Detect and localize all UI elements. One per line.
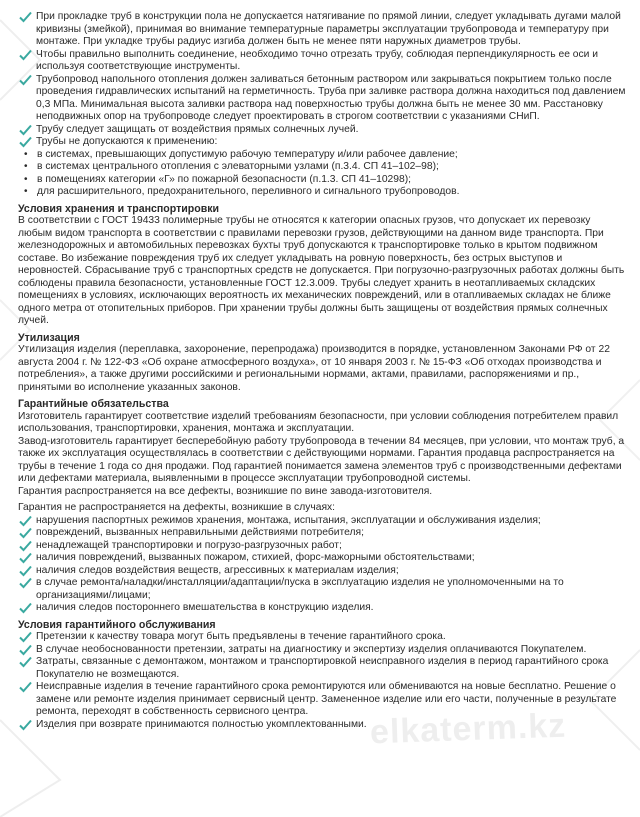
list-item: [18, 644, 626, 657]
bullet-icon: •: [24, 186, 28, 197]
section-heading-storage: Условия хранения и транспортировки: [18, 202, 220, 215]
checkmark-icon: [19, 656, 32, 668]
list-item-text: Неисправные изделия в течение гарантийного срока ремонтируются или обмениваются на новые бесплатно. Решение о замене или ремонте изделия принимает сервисный центр. Замененное изделие или его части, полученные в результате ремонта, переходят в собственность сервисного центра.: [36, 681, 617, 717]
list-item: [18, 631, 626, 644]
list-item-text: в случае ремонта/наладки/инсталляции/адаптации/пуска в эксплуатацию изделия не уполномоченными на то организациями/лицами;: [36, 577, 564, 601]
sublist-item: [18, 174, 626, 187]
list-item-text: Трубу следует защищать от воздействия прямых солнечных лучей.: [36, 123, 359, 135]
list-item-text: повреждений, вызванных неправильными действиями потребителя;: [36, 527, 364, 538]
sublist-item-text: в системах центрального отопления с элеваторными узлами (п.3.4. СП 41–102–98);: [37, 161, 439, 172]
warranty-paragraph: Изготовитель гарантирует соответствие изделий требованиям безопасности, при условии соблюдения потребителем правил использования, транспортировки, хранения, монтажа и эксплуатации.: [18, 410, 619, 434]
checkmark-icon: [19, 540, 32, 552]
checkmark-icon: [19, 565, 32, 577]
sublist-item-text: для расширительного, предохранительного, переливного и сигнального трубопроводов.: [37, 186, 460, 197]
bullet-icon: •: [24, 161, 28, 172]
checkmark-icon: [19, 515, 32, 527]
section-heading-warranty: Гарантийные обязательства: [18, 398, 169, 410]
list-item: [18, 74, 626, 124]
list-item: [18, 49, 626, 74]
list-item: [18, 565, 626, 578]
checkmark-icon: [19, 644, 32, 656]
list-item: [18, 577, 626, 602]
list-item-text: наличия следов постороннего вмешательства в конструкцию изделия.: [36, 602, 374, 613]
list-item: [18, 11, 626, 49]
checkmark-icon: [19, 681, 32, 693]
list-item: [18, 124, 626, 137]
list-item: [18, 136, 626, 149]
checkmark-icon: [19, 527, 32, 539]
checkmark-icon: [19, 124, 32, 136]
list-item: [18, 719, 626, 732]
bullet-icon: •: [24, 173, 28, 185]
sublist-item: [18, 161, 626, 174]
sublist-item-text: в помещениях категории «Г» по пожарной безопасности (п.1.3. СП 41–10298);: [37, 173, 412, 185]
list-item-text: Трубы не допускаются к применению:: [36, 136, 218, 147]
list-item-text: ненадлежащей транспортировки и погрузо-разгрузочных работ;: [36, 539, 342, 551]
checkmark-icon: [19, 49, 32, 61]
list-item-text: Претензии к качеству товара могут быть предъявлены в течение гарантийного срока.: [36, 631, 446, 642]
list-item-text: наличия следов воздействия веществ, агрессивных к материалам изделия;: [36, 564, 399, 576]
bullet-icon: •: [24, 148, 28, 160]
list-item-text: Затраты, связанные с демонтажом, монтажом и транспортировкой неисправного изделия в период гарантийного срока Покупателю не возмещаются.: [36, 656, 609, 680]
warranty-paragraph: Гарантия распространяется на все дефекты, возникшие по вине завода-изготовителя.: [18, 485, 433, 497]
list-item: [18, 681, 626, 719]
list-item-text: При прокладке труб в конструкции пола не допускается натягивание по прямой линии, следует укладывать дугами малой кривизны (змейкой), принимая во внимание температурные параметры эксплуатации трубопровода и температуру при монтаже. При укладке трубы радиус изгиба должен быть не менее пяти наружных диаметров трубы.: [36, 11, 621, 47]
sublist-item: [18, 149, 626, 162]
sublist-item: [18, 186, 626, 199]
checkmark-icon: [19, 11, 32, 23]
section-heading-service: Условия гарантийного обслуживания: [18, 618, 216, 631]
checkmark-icon: [19, 136, 32, 148]
list-item-text: Изделия при возврате принимаются полностью укомплектованными.: [36, 718, 367, 730]
list-item: [18, 527, 626, 540]
list-item-text: наличия повреждений, вызванных пожаром, стихией, форс-мажорными обстоятельствами;: [36, 552, 475, 563]
document-content: [18, 11, 626, 731]
checkmark-icon: [19, 719, 32, 731]
checkmark-icon: [19, 552, 32, 564]
list-item: [18, 515, 626, 528]
list-item-text: нарушения паспортных режимов хранения, монтажа, испытания, эксплуатации и обслуживания изделия;: [36, 514, 541, 526]
checkmark-icon: [19, 577, 32, 589]
watermark: elkaterm.kz: [369, 706, 567, 752]
storage-text: В соответствии с ГОСТ 19433 полимерные трубы не относятся к категории опасных грузов, что допускает их перевозку любым видом транспорта в соответствии с правилами перевозки грузов, действующими на данном виде транспорта. При железнодорожных и автомобильных перевозках бухты труб допускаются к транспортировке только в крытом подвижном составе. Во избежание повреждения труб их следует укладывать на ровную поверхность, без острых выступов и неровностей. Сбрасывание труб с транспортных средств не допускается. При погрузочно-разгрузочных работах должны быть соблюдены правила безопасности, установленные ГОСТ 12.3.009. Трубы следует хранить в неотапливаемых складских помещениях в условиях, исключающих вероятность их механических повреждений, или в отапливаемых складах не ближе одного метра от отопительных приборов. При хранении трубы должны быть защищены от воздействия прямых солнечных лучей.: [18, 215, 625, 326]
list-item: [18, 552, 626, 565]
checkmark-icon: [19, 631, 32, 643]
list-item: [18, 540, 626, 553]
list-item: [18, 656, 626, 681]
list-item-text: Чтобы правильно выполнить соединение, необходимо точно отрезать трубу, соблюдая перпендикулярность ее оси и используя соответствующие инструменты.: [36, 48, 599, 72]
warranty-paragraph: Завод-изготовитель гарантирует бесперебойную работу трубопровода в течении 84 месяцев, при условии, что монтаж труб, а также их эксплуатация осуществлялась в соответствии с действующими нормами. Гарантия продавца распространяется на трубы в течение 1 года со дня продажи. Под гарантией понимается замена элементов труб с производственными дефектами или дефектами материала, выявленными в процессе эксплуатации трубопроводной системы.: [18, 435, 625, 484]
disposal-text: Утилизация изделия (переплавка, захоронение, перепродажа) производится в порядке, установленном Законами РФ от 22 августа 2004 г. № 122-ФЗ «Об охране атмосферного воздуха», от 10 января 2003 г. № 15-ФЗ «Об отходах производства и потребления», а также другими российскими и региональными нормами, актами, правилами, распоряжениями и пр., принятыми во исполнение указанных законов.: [18, 344, 610, 393]
list-item-text: В случае необоснованности претензии, затраты на диагностику и экспертизу изделия оплачиваются Покупателем.: [36, 643, 587, 655]
checkmark-icon: [19, 74, 32, 86]
warranty-exclusions-intro: Гарантия не распространяется на дефекты, возникшие в случаях:: [18, 502, 336, 513]
list-item-text: Трубопровод напольного отопления должен заливаться бетонным раствором или закрываться покрытием только после проведения гидравлических испытаний на герметичность. Труба при заливке раствора должна находиться под давлением 0,3 МПа. Минимальная высота заливки раствора над поверхностью трубы должна быть не менее 30 мм. Расстановку неподвижных опор на трубопроводе следует проектировать в строгом соответствии с указаниями СНиП.: [36, 73, 626, 122]
checkmark-icon: [19, 602, 32, 614]
section-heading-disposal: Утилизация: [18, 331, 80, 344]
list-item: [18, 602, 626, 615]
sublist-item-text: в системах, превышающих допустимую рабочую температуру и/или рабочее давление;: [37, 148, 458, 160]
